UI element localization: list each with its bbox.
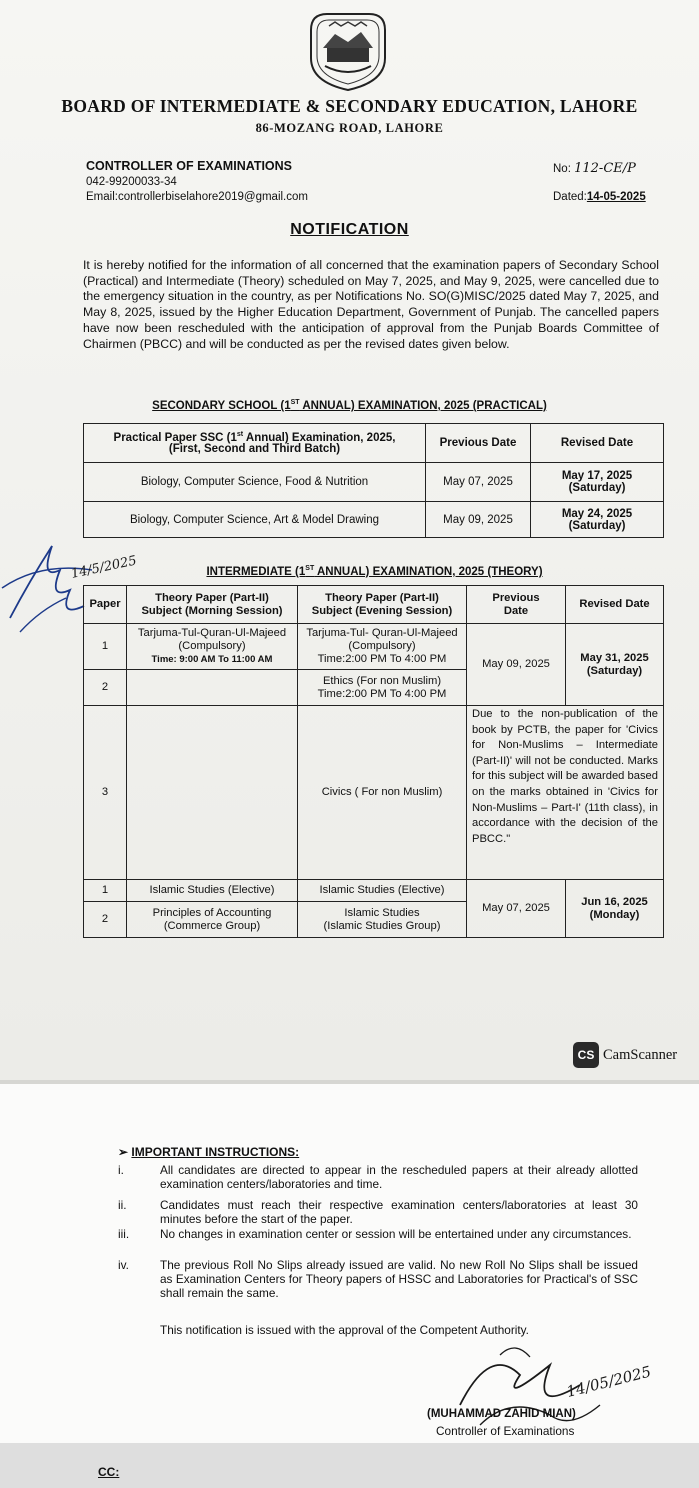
reference-label: No: (553, 163, 571, 175)
inter-col-paper: Paper (84, 586, 127, 624)
office-phone: 042-99200033-34 (86, 176, 177, 188)
dated-label: Dated: (553, 191, 587, 203)
signer-title: Controller of Examinations (436, 1424, 575, 1438)
instruction-item: iii. No changes in examination center or session will be entertained under any circumstances. (118, 1227, 632, 1241)
ssc-col-previous: Previous Date (426, 424, 531, 463)
instruction-item: ii. Candidates must reach their respective examination centers/laboratories at least 30 minutes before the start of the paper. (118, 1198, 638, 1226)
ssc-section-title: SECONDARY SCHOOL (1ST ANNUAL) EXAMINATION, 2025 (PRACTICAL) (152, 399, 547, 412)
notification-title: NOTIFICATION (290, 221, 409, 238)
instructions-heading: ➢ IMPORTANT INSTRUCTIONS: (118, 1145, 300, 1159)
signature-date: 14/05/2025 (564, 1362, 653, 1401)
inter-col-revised: Revised Date (566, 586, 664, 624)
table-row: 3 Civics ( For non Muslim) Due to the non-publication of the book by PCTB, the paper for 'Civics for Non-Muslims – Intermediate (Part-II)' will not be conducted. Marks for this subject will be awarded based on the marks obtained in 'Civics for Non-Muslims – Part-I' (11th class), in accordance with the decision of the PBCC." (84, 706, 664, 880)
ssc-practical-table (83, 423, 664, 538)
civics-note: Due to the non-publication of the book by PCTB, the paper for 'Civics for Non-Muslims – Intermediate (Part-II)' will not be conducted. Marks for this subject will be awarded based on the marks obtained in 'Civics for Non-Muslims – Part-I' (11th class), in accordance with the decision of the PBCC." (467, 706, 664, 880)
authority-note: This notification is issued with the approval of the Competent Authority. (160, 1323, 529, 1337)
reference-value: 112-CE/P (574, 161, 636, 176)
camscanner-icon: CS (573, 1042, 599, 1068)
signer-name: (MUHAMMAD ZAHID MIAN) (427, 1408, 576, 1420)
office-email: Email:controllerbiselahore2019@gmail.com (86, 191, 308, 203)
instruction-item: i. All candidates are directed to appear in the rescheduled papers at their already allotted examination centers/laboratories and time. (118, 1163, 638, 1191)
inter-theory-table (83, 585, 664, 938)
handwritten-date: 14/5/2025 (69, 553, 139, 582)
board-emblem-logo (305, 8, 391, 92)
ssc-col-revised: Revised Date (531, 424, 664, 463)
inter-section-title: INTERMEDIATE (1ST ANNUAL) EXAMINATION, 2025 (THEORY) (206, 565, 543, 578)
board-name: BOARD OF INTERMEDIATE & SECONDARY EDUCATION, LAHORE (61, 96, 638, 116)
camscanner-watermark (573, 1042, 677, 1068)
table-row: 2 Principles of Accounting (Commerce Group) Islamic Studies (Islamic Studies Group) (84, 902, 664, 938)
table-row: 2 Ethics (For non Muslim) Time:2:00 PM To 4:00 PM (84, 670, 664, 706)
reference-number (553, 161, 636, 176)
cc-label: CC: (98, 1465, 120, 1479)
dated-value: 14-05-2025 (586, 191, 646, 203)
inter-col-previous: Previous Date (467, 586, 566, 624)
inter-col-morning: Theory Paper (Part-II) Subject (Morning Session) (127, 586, 298, 624)
office-name: CONTROLLER OF EXAMINATIONS (86, 159, 293, 173)
table-row: Biology, Computer Science, Art & Model Drawing May 09, 2025 May 24, 2025 (Saturday) (84, 502, 664, 538)
table-row: 1 Tarjuma-Tul-Quran-Ul-Majeed (Compulsory) Time: 9:00 AM To 11:00 AM Tarjuma-Tul- Quran-Ul-Majeed (Compulsory) Time:2:00 PM To 4:00 PM May 09, 2025 May 31, 2025 (Saturday) (84, 624, 664, 670)
ssc-col-paper: Practical Paper SSC (1st Annual) Examination, 2025, (First, Second and Third Batch) (84, 424, 426, 463)
dated-line (553, 191, 646, 203)
inter-col-evening: Theory Paper (Part-II) Subject (Evening Session) (298, 586, 467, 624)
notification-body: It is hereby notified for the information of all concerned that the examination papers of Secondary School (Practical) and Intermediate (Theory) scheduled on May 7, 2025, and May 9, 2025, were cancelled due to the emergency situation in the country, as per Notifications No. SO(G)MISC/2025 dated May 7, 2025, and May 8, 2025, issued by the Higher Education Department, Government of Punjab. The cancelled papers have now been rescheduled with the anticipation of approval from the Punjab Boards Committee of Chairmen (PBCC) and will be conducted as per the revised dates given below. (83, 258, 659, 351)
board-address: 86-MOZANG ROAD, LAHORE (255, 121, 444, 135)
table-row: 1 Islamic Studies (Elective) Islamic Studies (Elective) May 07, 2025 Jun 16, 2025 (Monday) (84, 880, 664, 902)
instruction-item: iv. The previous Roll No Slips already issued are valid. No new Roll No Slips shall be issued as Examination Centers for Theory papers of HSSC and Laboratories for Practical's of SSC shall remain the same. (118, 1258, 638, 1300)
camscanner-label: CamScanner (603, 1046, 678, 1063)
table-row: Biology, Computer Science, Food & Nutrition May 07, 2025 May 17, 2025 (Saturday) (84, 463, 664, 502)
arrow-bullet-icon: ➢ (118, 1145, 129, 1159)
